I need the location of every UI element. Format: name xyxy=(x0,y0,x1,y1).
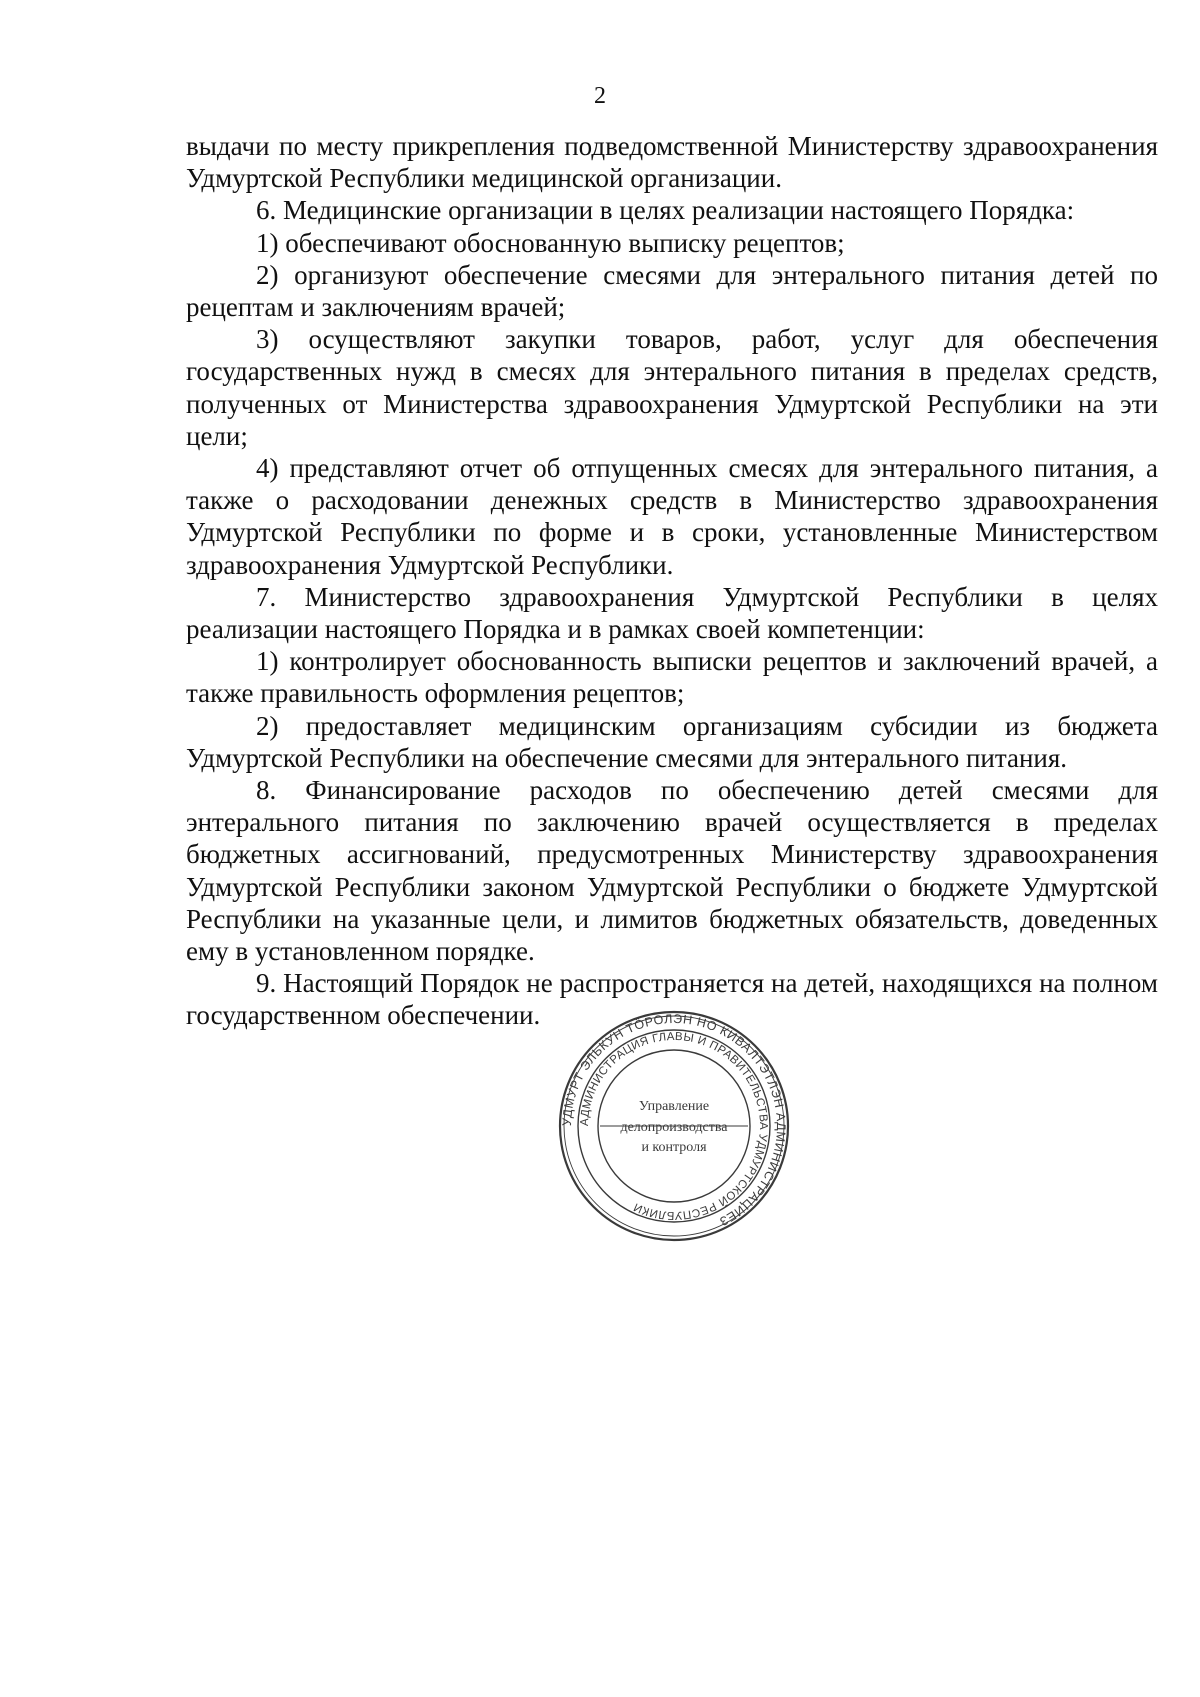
official-stamp xyxy=(556,1008,792,1244)
paragraph-6-item-2: 2) организуют обеспечение смесями для энтерального питания детей по рецептам и заключениям врачей; xyxy=(186,259,1158,323)
paragraph-6-item-4: 4) представляют отчет об отпущенных смесях для энтерального питания, а также о расходовании денежных средств в Министерство здравоохранения Удмуртской Республики по форме и в сроки, установленные Министерством здравоохранения Удмуртской Республики. xyxy=(186,453,1158,580)
stamp-center-line-1: Управление xyxy=(638,1099,710,1114)
stamp-outer-ring-text: АДМИНИСТРАЦИЯ ГЛАВЫ И ПРАВИТЕЛЬСТВА УДМУРТСКОЙ РЕСПУБЛИКИ xyxy=(578,1030,770,1222)
paragraph-7: 7. Министерство здравоохранения Удмуртской Республики в целях реализации настоящего Порядка и в рамках своей компетенции: xyxy=(186,581,1158,645)
paragraph-8: 8. Финансирование расходов по обеспечению детей смесями для энтерального питания по заключению врачей осуществляется в пределах бюджетных ассигнований, предусмотренных Министерству здравоохранения Удмуртской Республики законом Удмуртской Республики о бюджете Удмуртской Республики на указанные цели, и лимитов бюджетных обязательств, доведенных ему в установленном порядке. xyxy=(186,775,1158,967)
stamp-center-line-2: делопроизводства xyxy=(620,1120,728,1135)
stamp-inner-ring-text: УДМУРТ ЭЛЬКУН ТӦРОЛЭН НО КИВАЛТЭТЛЭН АДМИНИСТРАЦИЕЗ xyxy=(559,1011,789,1229)
paragraph-6-item-3: 3) осуществляют закупки товаров, работ, услуг для обеспечения государственных нужд в смесях для энтерального питания в пределах средств, полученных от Министерства здравоохранения Удмуртской Республики на эти цели; xyxy=(186,324,1158,451)
paragraph-7-item-2: 2) предоставляет медицинским организациям субсидии из бюджета Удмуртской Республики на обеспечение смесями для энтерального питания. xyxy=(186,710,1158,773)
paragraph-9: 9. Настоящий Порядок не распространяется на детей, находящихся на полном государственном обеспечении. xyxy=(186,968,1158,1031)
stamp-center-line-3: и контроля xyxy=(641,1140,707,1155)
paragraph-7-item-1: 1) контролирует обоснованность выписки рецептов и заключений врачей, а также правильность оформления рецептов; xyxy=(186,646,1158,709)
paragraph-6: 6. Медицинские организации в целях реализации настоящего Порядка: xyxy=(256,195,1075,226)
paragraph-6-item-1: 1) обеспечивают обоснованную выписку рецептов; xyxy=(256,227,845,258)
document-body xyxy=(186,130,1158,1032)
page-number: 2 xyxy=(594,83,606,109)
paragraph-continuation: выдачи по месту прикрепления подведомственной Министерству здравоохранения Удмуртской Республики медицинской организации. xyxy=(186,131,1158,194)
